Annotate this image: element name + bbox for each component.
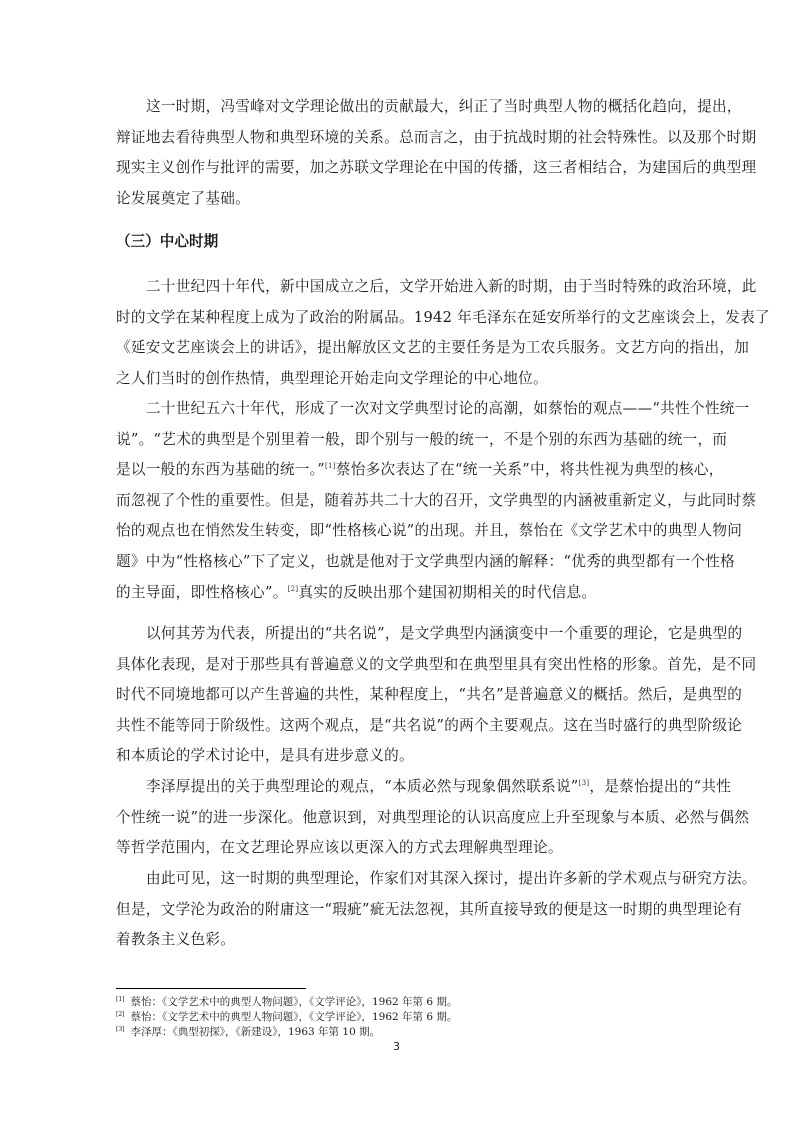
- footnote-text: 蔡怡：《文学艺术中的典型人物问题》，《文学评论》，1962 年第 6 期。: [130, 1011, 458, 1023]
- text-line: 二十世纪五六十年代，形成了一次对文学典型讨论的高潮，如蔡怡的观点——“共性个性统一: [146, 400, 750, 417]
- footnotes: [116, 995, 457, 1040]
- text-line: 题》中为“性格核心”下了定义，也就是他对于文学典型内涵的解释：“优秀的典型都有一个性格: [116, 552, 736, 570]
- text-line: 说”。“艺术的典型是个别里着一般，即个别与一般的统一，不是个别的东西为基础的统一，而: [116, 430, 728, 448]
- paragraph-1940s: [116, 272, 770, 394]
- section-heading: （三）中心时期: [116, 233, 219, 250]
- footnote-reference[interactable]: [1]: [324, 462, 336, 471]
- text-segment: 是以一般的东西为基础的统一。”: [116, 461, 325, 479]
- footnote-item: [116, 1025, 457, 1040]
- text-line: 怡的观点也在悄然发生转变，即“性格核心说”的出现。并且，蔡怡在《文学艺术中的典型人物问: [116, 522, 743, 540]
- text-line: 共性不能等同于阶级性。这两个观点，是“共名说”的两个主要观点。这在当时盛行的典型阶级论: [116, 716, 743, 734]
- footnote-reference[interactable]: [2]: [287, 584, 299, 593]
- text-line: 等哲学范围内，在文艺理论界应该以更深入的方式去理解典型理论。: [116, 839, 563, 857]
- footnote-item: [116, 1010, 457, 1025]
- text-line: [116, 578, 720, 609]
- text-line: 以何其芳为代表，所提出的“共名说”，是文学典型内涵演变中一个重要的理论，它是典型的: [146, 625, 743, 642]
- paragraph-li-zehou: [116, 772, 750, 864]
- footnote-reference[interactable]: [3]: [578, 779, 590, 788]
- text-segment: ，是蔡怡提出的“共性: [589, 778, 732, 795]
- text-line: 而忽视了个性的重要性。但是，随着苏共二十大的召开，文学典型的内涵被重新定义，与此同时蔡: [116, 491, 757, 509]
- text-line: 具体化表现，是对于那些具有普遍意义的文学典型和在典型里具有突出性格的形象。首先，是不同: [116, 655, 757, 673]
- footnote-text: 李泽厚：《典型初探》，《新建设》，1963 年第 10 期。: [130, 1026, 381, 1038]
- paragraph-he-qifang: [116, 619, 757, 772]
- paragraph-feng-xuefeng: [116, 92, 757, 214]
- text-segment: 真实的反映出那个建国初期相关的时代信息。: [298, 583, 597, 601]
- text-segment: 李泽厚提出的关于典型理论的观点，“本质必然与现象偶然联系说”: [146, 778, 579, 795]
- page-number: 3: [393, 1040, 400, 1053]
- text-line: 之人们当时的创作热情，典型理论开始走向文学理论的中心地位。: [116, 369, 548, 387]
- footnote-divider: [116, 988, 306, 989]
- text-segment: 的主导面，即性格核心”。: [116, 583, 288, 601]
- text-line: [116, 772, 732, 803]
- footnote-text: 蔡怡：《文学艺术中的典型人物问题》，《文学评论》，1962 年第 6 期。: [130, 996, 458, 1008]
- paragraph-1950s-60s: [116, 394, 757, 608]
- text-line: 由此可见，这一时期的典型理论，作家们对其深入探讨，提出许多新的学术观点与研究方法。: [146, 870, 757, 887]
- text-line: 时代不同境地都可以产生普遍的共性，某种程度上，“共名”是普遍意义的概括。然后，是典型的: [116, 686, 743, 704]
- footnote-item: [116, 995, 457, 1010]
- text-line: [116, 455, 724, 486]
- text-line: 现实主义创作与批评的需要，加之苏联文学理论在中国的传播，这三者相结合，为建国后的典型理: [116, 159, 757, 177]
- text-line: 二十世纪四十年代，新中国成立之后，文学开始进入新的时期，由于当时特殊的政治环境，此: [146, 278, 757, 295]
- text-line: 辩证地去看待典型人物和典型环境的关系。总而言之，由于抗战时期的社会特殊性。以及那个时期: [116, 128, 757, 146]
- text-line: 时的文学在某种程度上成为了政治的附属品。1942 年毛泽东在延安所举行的文艺座谈会上，发表了: [116, 308, 770, 326]
- text-line: 《延安文艺座谈会上的讲话》，提出解放区文艺的主要任务是为工农兵服务。文艺方向的指出，加: [116, 339, 750, 357]
- footnote-mark: [2]: [116, 1010, 125, 1018]
- footnote-mark: [3]: [116, 1025, 125, 1033]
- text-line: 和本质论的学术讨论中，是具有进步意义的。: [116, 747, 414, 765]
- text-line: 论发展奠定了基础。: [116, 189, 251, 207]
- text-line: 但是，文学沦为政治的附庸这一“瑕疵”疵无法忽视，其所直接导致的便是这一时期的典型理论有: [116, 900, 743, 918]
- text-line: 个性统一说”的进一步深化。他意识到，对典型理论的认识高度应上升至现象与本质、必然与偶然: [116, 808, 750, 826]
- text-line: 这一时期，冯雪峰对文学理论做出的贡献最大，纠正了当时典型人物的概括化趋向，提出，: [146, 98, 742, 115]
- footnote-mark: [1]: [116, 995, 125, 1003]
- text-line: 着教条主义色彩。: [116, 931, 236, 949]
- paragraph-conclusion: [116, 864, 757, 956]
- text-segment: 蔡怡多次表达了在“统一关系”中，将共性视为典型的核心，: [335, 461, 724, 479]
